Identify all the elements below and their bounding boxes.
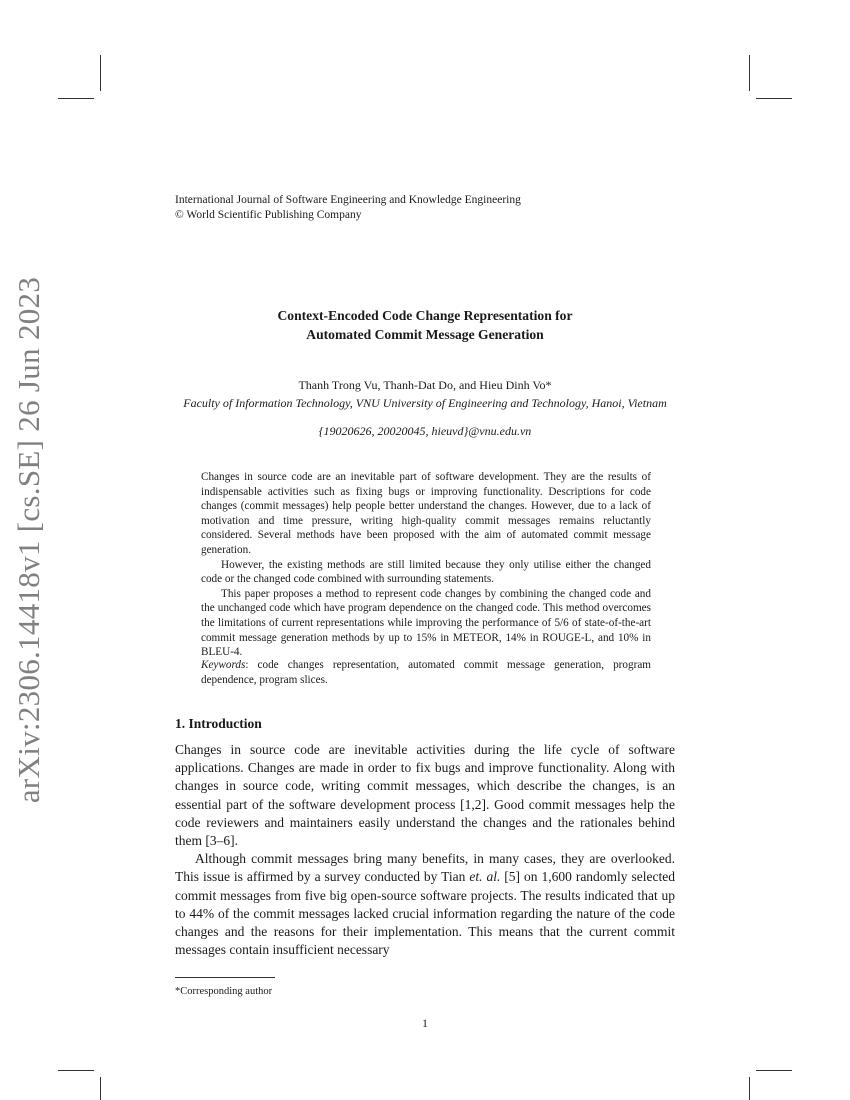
section-heading-introduction: 1. Introduction (175, 716, 262, 731)
crop-mark (58, 98, 94, 99)
et-al: et. al. (469, 869, 501, 885)
keywords-label: Keywords (201, 659, 246, 671)
crop-mark (58, 1070, 94, 1071)
publisher-line: © World Scientific Publishing Company (175, 209, 362, 221)
crop-mark (749, 1077, 750, 1100)
abstract-paragraph: Changes in source code are an inevitable part of software development. They are the results of indispensable activities such as fixing bugs or improving functionality. Descriptions for code changes (commit messages) help people better understand the changes. However, due to a lack of motivation and time pressure, writing high-quality commit messages remains reluctantly considered. Several methods have been proposed with the aim of automated commit message generation. (201, 471, 651, 556)
affiliation: Faculty of Information Technology, VNU University of Engineering and Technology, Hanoi, Vietnam (183, 396, 667, 410)
journal-header (175, 193, 521, 223)
author-emails: {19020626, 20020045, hieuvd}@vnu.edu.vn (318, 424, 532, 438)
arxiv-identifier: arXiv:2306.14418v1 [cs.SE] 26 Jun 2023 (11, 276, 46, 804)
body-paragraph: Changes in source code are inevitable activities during the life cycle of software applications. Changes are made in order to fix bugs and improve functionality. Along with changes in source code, writing commit messages, which describe the changes, is an essential part of the software development process [1,2]. Good commit messages help the code reviewers and maintainers easily understand the changes and the rationales behind them [3–6]. (175, 742, 675, 849)
title-line-2: Automated Commit Message Generation (306, 327, 544, 342)
footnote: *Corresponding author (175, 986, 273, 997)
title-line-1: Context-Encoded Code Change Representation for (277, 308, 573, 323)
footnote-rule (175, 977, 275, 978)
abstract (201, 470, 651, 660)
author-list: Thanh Trong Vu, Thanh-Dat Do, and Hieu Dinh Vo* (298, 378, 552, 392)
crop-mark (749, 55, 750, 91)
arxiv-sidebar (4, 276, 54, 804)
body-text: Although commit messages bring many benefits, in many cases, they are overlooked. This issue is affirmed by a survey conducted by Tian (175, 851, 675, 885)
abstract-paragraph: This paper proposes a method to represent code changes by combining the changed code and the unchanged code which have program dependence on the changed code. This method overcomes the limitations of current representations while improving the performance of 5/6 of state-of-the-art commit message generation methods by up to 15% in METEOR, 14% in ROUGE-L, and 10% in BLEU-4. (201, 587, 651, 659)
keywords (201, 658, 651, 687)
crop-mark (756, 1070, 792, 1071)
crop-mark (100, 55, 101, 91)
abstract-paragraph: However, the existing methods are still limited because they only utilise either the changed code or the changed code combined with surrounding statements. (201, 558, 651, 586)
paper-title (150, 306, 700, 344)
page-number: 1 (422, 1016, 428, 1030)
body-paragraph (175, 850, 675, 959)
keywords-text: : code changes representation, automated commit message generation, program dependence, program slices. (201, 659, 651, 686)
crop-mark (100, 1077, 101, 1100)
body-text: [5] on 1,600 randomly selected commit messages from five big open-source software projects. The results indicated that up to 44% of the commit messages lacked crucial information regarding the nature of the code changes and the reasons for their implementation. This means that the current commit messages contain insufficient necessary (175, 869, 676, 958)
crop-mark (756, 98, 792, 99)
journal-name: International Journal of Software Engineering and Knowledge Engineering (175, 194, 521, 206)
introduction-body (175, 741, 675, 959)
